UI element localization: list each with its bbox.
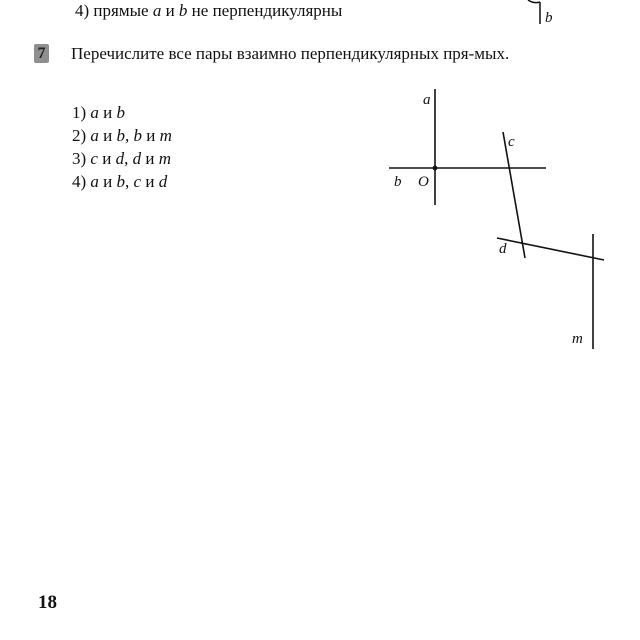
answer-option-1[interactable]: 1) a и b [72, 103, 126, 122]
previous-option-suffix: не перпендикулярны [191, 1, 343, 20]
previous-option-var2: b [178, 1, 188, 20]
answer-option-4[interactable]: 4) a и b, c и d [72, 172, 168, 191]
label-c: c [508, 134, 515, 150]
previous-figure-arc [528, 0, 540, 3]
page-number: 18 [38, 592, 57, 613]
task-number-badge: 7 [34, 44, 49, 63]
label-m: m [572, 331, 583, 347]
line-d [497, 238, 604, 260]
label-o: O [418, 174, 429, 190]
point-o [433, 166, 438, 171]
label-a: a [423, 92, 431, 108]
answer-option-2[interactable]: 2) a и b, b и m [72, 126, 172, 145]
label-d: d [499, 241, 507, 257]
previous-option-prefix: 4) прямые [75, 1, 149, 20]
label-b: b [394, 174, 402, 190]
previous-option-var1: a [152, 1, 162, 20]
previous-figure-label-b: b [545, 10, 553, 26]
answer-option-3[interactable]: 3) c и d, d и m [72, 149, 171, 168]
task-question: Перечислите все пары взаимно перпендикулярных пря-мых. [71, 44, 510, 63]
previous-option-conj: и [165, 1, 175, 20]
